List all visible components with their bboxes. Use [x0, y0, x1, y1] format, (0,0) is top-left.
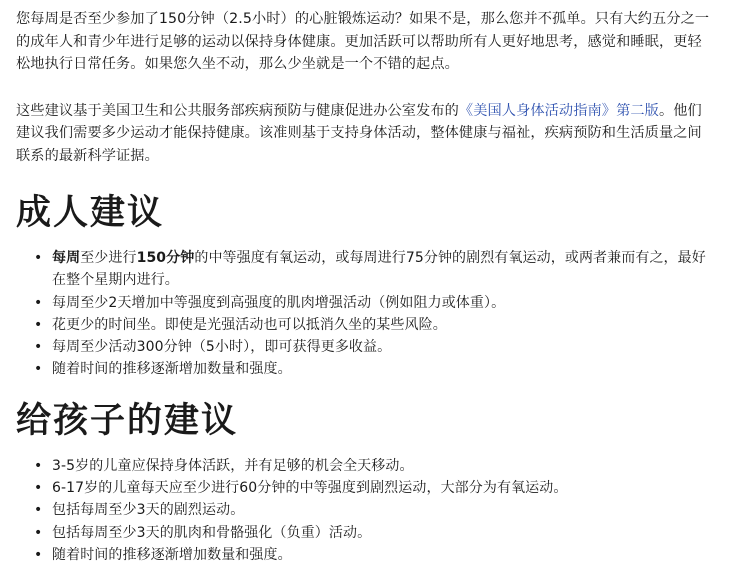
bullet-icon: • — [34, 361, 43, 378]
adults-item-text: 每周 — [52, 250, 81, 266]
bullet-icon: • — [34, 457, 43, 474]
kids-item-text: 包括每周至少3天的肌肉和骨骼强化（负重）活动。 — [52, 524, 372, 541]
bullet-icon: • — [34, 316, 43, 333]
bullet-icon: • — [34, 339, 43, 356]
adults-item-text: 至少进行 — [80, 250, 137, 266]
bullet-icon: • — [34, 250, 43, 266]
bullet-icon: • — [34, 480, 43, 497]
adult-recommendations-heading: 成人建议 — [16, 193, 165, 233]
adults-item — [16, 247, 712, 292]
guidelines-link[interactable]: 《美国人身体活动指南》第二版 — [458, 102, 659, 119]
adults-item-text: 每周至少2天增加中等强度到高强度的肌肉增强活动（例如阻力或体重）。 — [52, 294, 506, 311]
guidelines-paragraph — [16, 100, 712, 168]
adults-item — [16, 336, 712, 358]
guidelines-paragraph-text-after: 。他们建议我们需要多少运动才能保持健康。该准则基于支持身体活动，整体健康与福祉，疾病预防和生活质量之间联系的最新科学证据。 — [16, 102, 702, 164]
kids-item-text: 3-5岁的儿童应保持身体活跃，并有足够的机会全天移动。 — [52, 457, 414, 474]
bullet-icon: • — [34, 294, 43, 311]
kids-recommendations-list — [16, 455, 712, 566]
adults-item — [16, 314, 712, 336]
bullet-icon: • — [34, 546, 43, 563]
adults-item-text: 随着时间的推移逐渐增加数量和强度。 — [52, 361, 292, 378]
kids-item — [16, 455, 712, 477]
adults-item — [16, 358, 712, 380]
adults-item-text: 的中等强度有氧运动，或每周进行75分钟的剧烈有氧运动，或两者兼而有之，最好在整个星期内进行。 — [52, 250, 706, 289]
kids-item-text: 6-17岁的儿童每天应至少进行60分钟的中等强度到剧烈运动，大部分为有氧运动。 — [52, 480, 568, 497]
kids-item — [16, 544, 712, 566]
bullet-icon: • — [34, 524, 43, 541]
adult-recommendations-list — [16, 247, 712, 381]
kids-item-text: 包括每周至少3天的剧烈运动。 — [52, 502, 245, 519]
adults-item-text: 每周至少活动300分钟（5小时），即可获得更多收益。 — [52, 339, 392, 356]
bullet-icon: • — [34, 502, 43, 519]
intro-paragraph-text: 您每周是否至少参加了150分钟（2.5小时）的心脏锻炼运动？如果不是，那么您并不孤单。只有大约五分之一的成年人和青少年进行足够的运动以保持身体健康。更加活跃可以帮助所有人更好地思考，感觉和睡眠，更轻松地执行日常任务。如果您久坐不动，那么少坐就是一个不错的起点。 — [16, 11, 710, 72]
guidelines-paragraph-text-before: 这些建议基于美国卫生和公共服务部疾病预防与健康促进办公室发布的 — [16, 102, 459, 119]
adults-item-text: 花更少的时间坐。即使是光强活动也可以抵消久坐的某些风险。 — [52, 316, 447, 333]
kids-item — [16, 477, 712, 499]
adults-item — [16, 292, 712, 314]
kids-item-text: 随着时间的推移逐渐增加数量和强度。 — [52, 546, 292, 563]
kids-item — [16, 522, 712, 544]
intro-paragraph — [16, 8, 712, 76]
kids-item — [16, 499, 712, 521]
adults-item-text: 150分钟 — [136, 250, 195, 266]
kids-recommendations-heading: 给孩子的建议 — [16, 400, 239, 441]
